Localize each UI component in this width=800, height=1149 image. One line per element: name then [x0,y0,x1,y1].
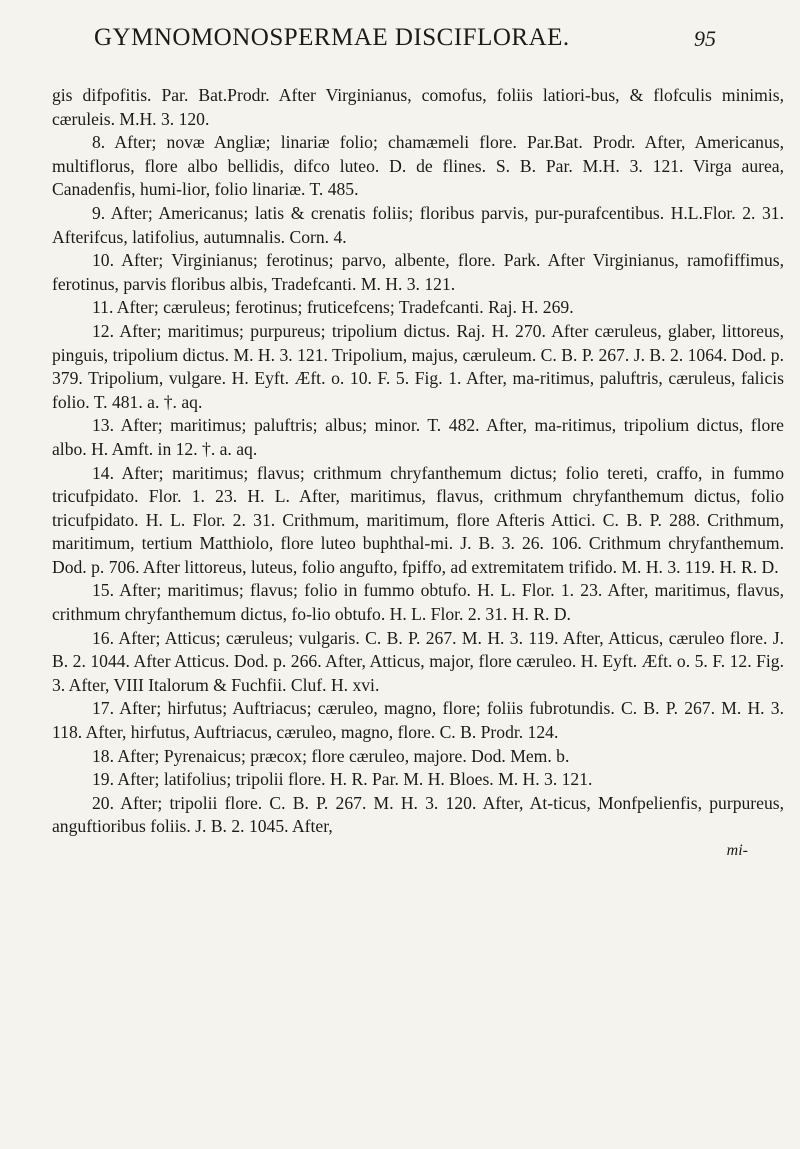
species-entry: 8. After; novæ Angliæ; linariæ folio; chamæmeli flore. Par.Bat. Prodr. After, Americanus, multiflorus, flore albo bellidis, difco luteo. D. de flines. S. B. Par. M.H. 3. 121. Virga aurea, Canadenfis, humi-lior, folio linariæ. T. 485. [52,132,784,200]
species-entry: 15. After; maritimus; flavus; folio in fummo obtufo. H. L. Flor. 1. 23. After, maritimus, flavus, crithmum chryfanthemum dictus, fo-lio obtufo. H. L. Flor. 2. 31. H. R. D. [52,580,784,625]
page-number: 95 [694,26,716,51]
catch-line [52,839,784,863]
body-text [52,84,784,863]
species-entry: 9. After; Americanus; latis & crenatis foliis; floribus parvis, pur-purafcentibus. H.L.Flor. 2. 31. Afterifcus, latifolius, autumnalis. Corn. 4. [52,202,784,247]
catchword: mi- [726,842,748,859]
species-entry: 13. After; maritimus; paluftris; albus; minor. T. 482. After, ma-ritimus, tripolium dictus, flore albo. H. Amft. in 12. †. a. aq. [52,415,784,459]
species-entry: 18. After; Pyrenaicus; præcox; flore cæruleo, majore. Dod. Mem. b. [92,745,570,766]
species-entry: 16. After; Atticus; cæruleus; vulgaris. C. B. P. 267. M. H. 3. 119. After, Atticus, cæruleo flore. J. B. 2. 1044. After Atticus. Dod. p. 266. After, Atticus, major, flore cæruleo. H. Eyft. Æft. o. 5. F. 12. Fig. 3. After, VIII Italorum & Fuchfii. Cluf. H. xvi. [52,627,784,695]
species-entry: 14. After; maritimus; flavus; crithmum chryfanthemum dictus; folio tereti, craffo, in fummo tricufpidato. Flor. 1. 23. H. L. After, maritimus, flavus, crithmum chryfanthemum dictus, folio tricufpidato. H. L. Flor. 2. 31. Crithmum, maritimum, flore Afteris Attici. C. B. P. 288. Crithmum, maritimum, tertium Matthiolo, flore luteo buphthal-mi. J. B. 3. 26. 106. Crithmum chryfanthemum. Dod. p. 706. After littoreus, luteus, folio angufto, fpiffo, ad extremitatem trifido. M. H. 3. 119. H. R. D. [52,462,784,577]
species-entry: 10. After; Virginianus; ferotinus; parvo, albente, flore. Park. After Virginianus, ramofiffimus, ferotinus, parvis floribus albis, Tradefcanti. M. H. 3. 121. [52,250,784,294]
species-entry: 11. After; cæruleus; ferotinus; fruticefcens; Tradefcanti. Raj. H. 269. [92,297,574,318]
species-entry: 17. After; hirfutus; Auftriacus; cæruleo, magno, flore; foliis fubrotundis. C. B. P. 267. M. H. 3. 118. After, hirfutus, Auftriacus, cæruleo, magno, flore. C. B. Prodr. 124. [52,698,784,743]
running-head [0,24,800,70]
continued-entry: gis difpofitis. Par. Bat.Prodr. After Virginianus, comofus, foliis latiori-bus, & flofculis minimis, cæruleis. M.H. 3. 120. [52,85,784,129]
species-entry: 20. After; tripolii flore. C. B. P. 267. M. H. 3. 120. After, At-ticus, Monfpelienfis, purpureus, anguftioribus foliis. J. B. 2. 1045. After, [52,792,784,837]
species-entry: 19. After; latifolius; tripolii flore. H. R. Par. M. H. Bloes. M. H. 3. 121. [92,769,593,790]
species-entry: 12. After; maritimus; purpureus; tripolium dictus. Raj. H. 270. After cæruleus, glaber, littoreus, pinguis, tripolium dictus. M. H. 3. 121. Tripolium, majus, cæruleum. C. B. P. 267. J. B. 2. 1064. Dod. p. 379. Tripolium, vulgare. H. Eyft. Æft. o. 10. F. 5. Fig. 1. After, ma-ritimus, paluftris, cæruleus, falicis folio. T. 481. a. †. aq. [52,320,784,412]
running-title: GYMNOMONOSPERMAE DISCIFLORAE. [94,24,570,51]
